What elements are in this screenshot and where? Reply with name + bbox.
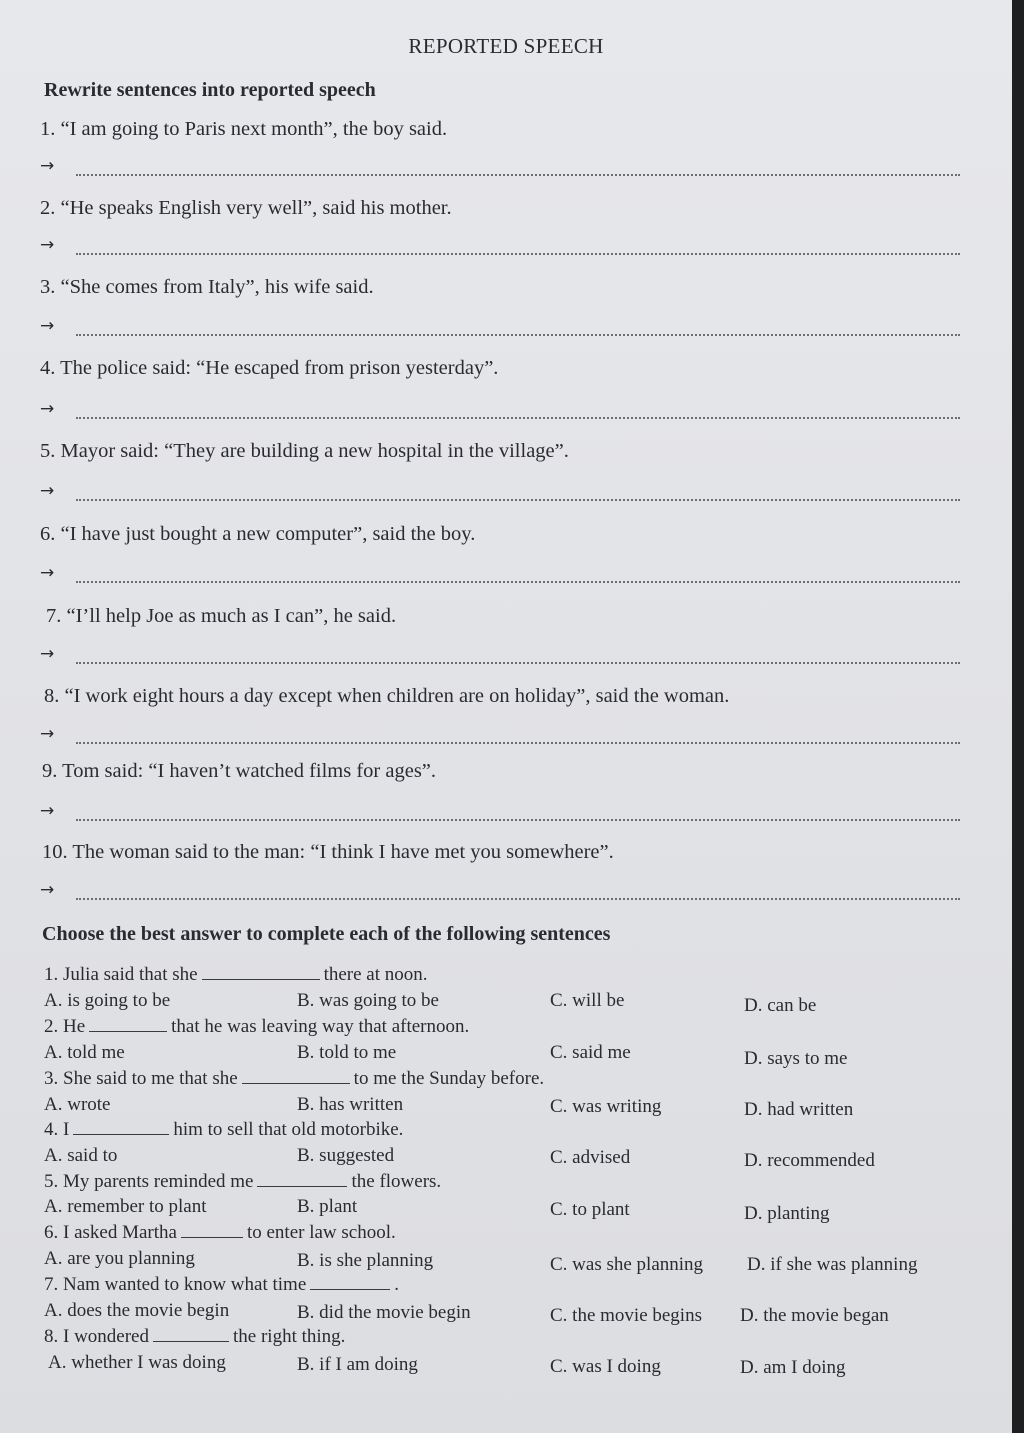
answer-line-3[interactable]: [40, 316, 960, 340]
arrow-icon: →: [40, 235, 55, 255]
mc3-option-d[interactable]: D. had written: [744, 1099, 854, 1120]
mc2-option-d[interactable]: D. says to me: [744, 1048, 848, 1069]
mc4-option-a[interactable]: A. said to: [44, 1145, 118, 1166]
rewrite-question-7: 7. “I’ll help Joe as much as I can”, he said.: [46, 605, 397, 627]
answer-line-2[interactable]: [40, 235, 960, 259]
dotted-line: [76, 662, 960, 664]
answer-blank[interactable]: [242, 1069, 350, 1084]
arrow-icon: →: [40, 399, 55, 419]
answer-blank[interactable]: [73, 1120, 169, 1135]
mc-question-7: 7. Nam wanted to know what time .: [44, 1274, 400, 1295]
mc-question-3: 3. She said to me that she to me the Sunday before.: [44, 1068, 545, 1089]
answer-line-7[interactable]: [40, 644, 960, 668]
section-heading-rewrite: Rewrite sentences into reported speech: [44, 79, 376, 101]
answer-blank[interactable]: [153, 1327, 229, 1342]
dotted-line: [76, 581, 960, 583]
mc1-option-c[interactable]: C. will be: [550, 990, 625, 1011]
mc4-option-c[interactable]: C. advised: [550, 1147, 631, 1168]
answer-blank[interactable]: [89, 1017, 167, 1032]
mc2-option-a[interactable]: A. told me: [44, 1042, 125, 1063]
mc7-option-b[interactable]: B. did the movie begin: [297, 1302, 471, 1323]
mc6-option-b[interactable]: B. is she planning: [297, 1250, 434, 1271]
mc8-option-c[interactable]: C. was I doing: [550, 1356, 661, 1377]
rewrite-question-4: 4. The police said: “He escaped from prison yesterday”.: [40, 357, 499, 379]
dotted-line: [76, 417, 960, 419]
rewrite-question-10: 10. The woman said to the man: “I think I have met you somewhere”.: [42, 841, 614, 863]
mc5-option-d[interactable]: D. planting: [744, 1203, 830, 1224]
dotted-line: [76, 253, 960, 255]
mc-question-2: 2. He that he was leaving way that afternoon.: [44, 1016, 470, 1037]
answer-blank[interactable]: [310, 1275, 390, 1290]
answer-blank[interactable]: [202, 965, 320, 980]
dotted-line: [76, 819, 960, 821]
mc3-option-b[interactable]: B. has written: [297, 1094, 404, 1115]
dotted-line: [76, 334, 960, 336]
rewrite-question-5: 5. Mayor said: “They are building a new hospital in the village”.: [40, 440, 569, 462]
mc3-option-c[interactable]: C. was writing: [550, 1096, 662, 1117]
mc5-option-a[interactable]: A. remember to plant: [44, 1196, 207, 1217]
dotted-line: [76, 499, 960, 501]
arrow-icon: →: [40, 724, 55, 744]
answer-line-9[interactable]: [40, 801, 960, 825]
worksheet-title: REPORTED SPEECH: [408, 34, 604, 58]
mc6-option-a[interactable]: A. are you planning: [44, 1248, 195, 1269]
mc-question-6: 6. I asked Martha to enter law school.: [44, 1222, 396, 1243]
arrow-icon: →: [40, 801, 55, 821]
mc4-option-b[interactable]: B. suggested: [297, 1145, 395, 1166]
answer-blank[interactable]: [257, 1172, 347, 1187]
rewrite-question-2: 2. “He speaks English very well”, said his mother.: [40, 197, 452, 219]
mc1-option-d[interactable]: D. can be: [744, 995, 817, 1016]
dotted-line: [76, 742, 960, 744]
dotted-line: [76, 174, 960, 176]
mc1-option-a[interactable]: A. is going to be: [44, 990, 171, 1011]
mc8-option-d[interactable]: D. am I doing: [740, 1357, 846, 1378]
rewrite-question-1: 1. “I am going to Paris next month”, the boy said.: [40, 118, 448, 140]
mc2-option-b[interactable]: B. told to me: [297, 1042, 397, 1063]
mc5-option-b[interactable]: B. plant: [297, 1196, 358, 1217]
rewrite-question-6: 6. “I have just bought a new computer”, said the boy.: [40, 523, 476, 545]
arrow-icon: →: [40, 316, 55, 336]
rewrite-question-8: 8. “I work eight hours a day except when children are on holiday”, said the woman.: [44, 685, 730, 707]
dotted-line: [76, 898, 960, 900]
mc6-option-d[interactable]: D. if she was planning: [747, 1254, 918, 1275]
answer-line-5[interactable]: [40, 481, 960, 505]
answer-blank[interactable]: [181, 1223, 243, 1238]
mc2-option-c[interactable]: C. said me: [550, 1042, 631, 1063]
rewrite-question-3: 3. “She comes from Italy”, his wife said.: [40, 276, 374, 298]
mc4-option-d[interactable]: D. recommended: [744, 1150, 875, 1171]
mc6-option-c[interactable]: C. was she planning: [550, 1254, 704, 1275]
mc1-option-b[interactable]: B. was going to be: [297, 990, 439, 1011]
mc8-option-a[interactable]: A. whether I was doing: [48, 1352, 226, 1373]
mc-question-1: 1. Julia said that she there at noon.: [44, 964, 428, 985]
mc7-option-a[interactable]: A. does the movie begin: [44, 1300, 230, 1321]
mc-question-4: 4. I him to sell that old motorbike.: [44, 1119, 404, 1140]
mc-question-8: 8. I wondered the right thing.: [44, 1326, 346, 1347]
mc5-option-c[interactable]: C. to plant: [550, 1199, 630, 1220]
answer-line-8[interactable]: [40, 724, 960, 748]
section-heading-choose: Choose the best answer to complete each of the following sentences: [42, 923, 611, 945]
rewrite-question-9: 9. Tom said: “I haven’t watched films for ages”.: [42, 760, 437, 782]
mc7-option-c[interactable]: C. the movie begins: [550, 1305, 702, 1326]
answer-line-4[interactable]: [40, 399, 960, 423]
mc8-option-b[interactable]: B. if I am doing: [297, 1354, 418, 1375]
mc7-option-d[interactable]: D. the movie began: [740, 1305, 889, 1326]
arrow-icon: →: [40, 563, 55, 583]
answer-line-1[interactable]: [40, 156, 960, 180]
arrow-icon: →: [40, 644, 55, 664]
mc3-option-a[interactable]: A. wrote: [44, 1094, 111, 1115]
mc-question-5: 5. My parents reminded me the flowers.: [44, 1171, 442, 1192]
arrow-icon: →: [40, 156, 55, 176]
answer-line-10[interactable]: [40, 880, 960, 904]
arrow-icon: →: [40, 880, 55, 900]
arrow-icon: →: [40, 481, 55, 501]
answer-line-6[interactable]: [40, 563, 960, 587]
